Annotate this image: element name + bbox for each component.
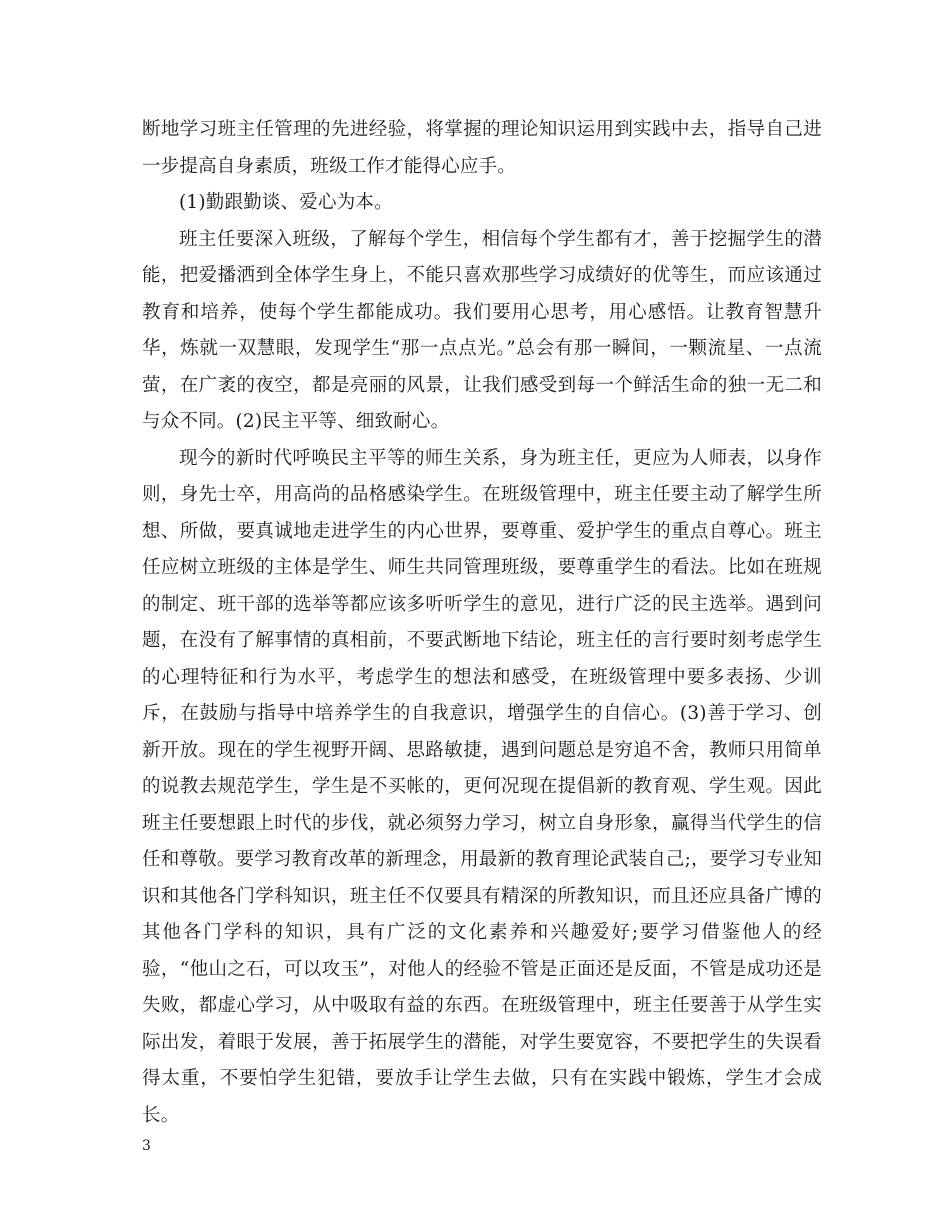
paragraph-continuation: 断地学习班主任管理的先进经验，将掌握的理论知识运用到实践中去，指导自己进一步提高自身素质，班级工作才能得心应手。 [142, 119, 822, 177]
paragraph-democracy-learning: 现今的新时代呼唤民主平等的师生关系，身为班主任，更应为人师表，以身作则，身先士卒，用高尚的品格感染学生。在班级管理中，班主任要主动了解学生所想、所做，要真诚地走进学生的内心世界，要尊重、爱护学生的重点自尊心。班主任应树立班级的主体是学生、师生共同管理班级，要尊重学生的看法。比如在班规的制定、班干部的选举等都应该多听听学生的意见，进行广泛的民主选举。遇到问题，在没有了解事情的真相前，不要武断地下结论，班主任的言行要时刻考虑学生的心理特征和行为水平，考虑学生的想法和感受，在班级管理中要多表扬、少训斥，在鼓励与指导中培养学生的自我意识，增强学生的自信心。(3)善于学习、创新开放。现在的学生视野开阔、思路敏捷，遇到问题总是穷追不舍，教师只用简单的说教去规范学生，学生是不买帐的，更何况现在提倡新的教育观、学生观。因此班主任要想跟上时代的步伐，就必须努力学习，树立自身形象，赢得当代学生的信任和尊敬。要学习教育改革的新理念，用最新的教育理论武装自己;，要学习专业知识和其他各门学科知识，班主任不仅要具有精深的所教知识，而且还应具备广博的其他各门学科的知识，具有广泛的文化素养和兴趣爱好;要学习借鉴他人的经验，“他山之石，可以攻玉”，对他人的经验不管是正面还是反面，不管是成功还是失败，都虚心学习，从中吸取有益的东西。在班级管理中，班主任要善于从学生实际出发，着眼于发展，善于拓展学生的潜能，对学生要宽容，不要把学生的失误看得太重，不要怕学生犯错，要放手让学生去做，只有在实践中锻炼，学生才会成长。 [142, 447, 822, 1126]
paragraph-love-based: 班主任要深入班级，了解每个学生，相信每个学生都有才，善于挖掘学生的潜能，把爱播洒到全体学生身上，不能只喜欢那些学习成绩好的优等生，而应该通过教育和培养，使每个学生都能成功。我们要用心思考，用心感悟。让教育智慧升华，炼就一双慧眼，发现学生“那一点点光。”总会有那一瞬间，一颗流星、一点流萤，在广袤的夜空，都是亮丽的风景，让我们感受到每一个鲜活生命的独一无二和与众不同。(2)民主平等、细致耐心。 [142, 228, 822, 432]
page-number: 3 [142, 1138, 151, 1154]
section-heading-1: (1)勤跟勤谈、爱心为本。 [179, 192, 393, 213]
body-text [142, 112, 822, 1134]
